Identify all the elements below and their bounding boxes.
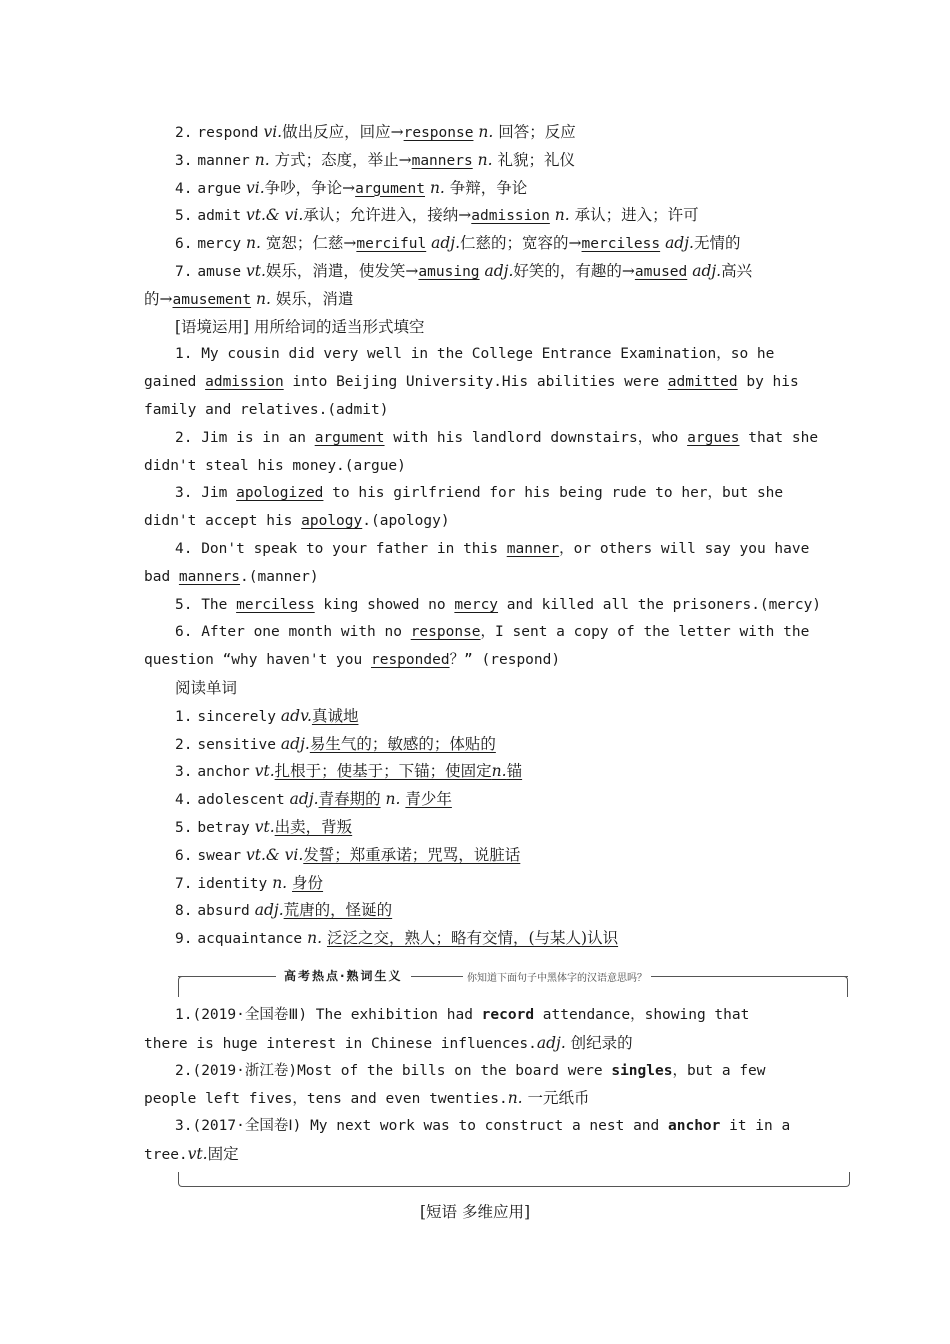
hot-topic-section	[144, 1002, 809, 1169]
exercise-line: gained admission into Beijing University.His abilities were admitted by his	[144, 374, 799, 391]
word-form-item: 6. mercy n. 宽恕；仁慈→merciful adj.仁慈的；宽容的→merciless adj.无情的	[175, 234, 741, 253]
reading-heading: 阅读单词	[175, 678, 238, 697]
exercise-line: 3. Jim apologized to his girlfriend for his being rude to her，but she	[175, 485, 784, 502]
exercise-line: 6. After one month with no response，I sent a copy of the letter with the	[175, 624, 810, 641]
banner-left-corner	[178, 976, 183, 997]
word-form-item: 4. argue vi.争吵，争论→argument n. 争辩，争论	[175, 178, 528, 197]
exercise-line: 5. The merciless king showed no mercy and killed all the prisoners.(mercy)	[175, 596, 822, 613]
hot-item-continued: there is huge interest in Chinese influences.adj. 创纪录的	[144, 1033, 633, 1052]
exercise-line: family and relatives.(admit)	[144, 401, 389, 418]
banner-right-corner	[843, 976, 848, 997]
word-form-item-continued: 的→amusement n. 娱乐，消遣	[144, 289, 354, 308]
exercise-line: bad manners.(manner)	[144, 568, 319, 585]
banner-subtitle: 你知道下面句子中黑体字的汉语意思吗？	[463, 969, 651, 984]
reading-item: 2. sensitive adj.易生气的；敏感的；体贴的	[175, 734, 496, 753]
exercise-line: question “why haven't you responded？” (respond)	[144, 652, 561, 669]
next-section-heading: [短语 多维应用]	[419, 1203, 531, 1221]
reading-item: 8. absurd adj.荒唐的，怪诞的	[175, 901, 393, 920]
exercise-line: 4. Don't speak to your father in this manner，or others will say you have	[175, 540, 810, 557]
banner-title: 高考热点·熟词生义	[276, 967, 411, 984]
word-form-item: 2. respond vi.做出反应，回应→response n. 回答；反应	[175, 123, 576, 141]
exercise-line: didn't steal his money.(argue)	[144, 457, 406, 474]
reading-item: 4. adolescent adj.青春期的 n. 青少年	[175, 790, 452, 809]
hot-topic-banner	[178, 962, 848, 1000]
hot-item: 1.(2019·全国卷Ⅲ) The exhibition had record attendance，showing that	[175, 1007, 750, 1023]
exercise-line: 2. Jim is in an argument with his landlord downstairs，who argues that she	[175, 429, 819, 446]
reading-item: 6. swear vt.& vi.发誓；郑重承诺；咒骂，说脏话	[175, 845, 521, 864]
reading-item: 3. anchor vt.扎根于；使基于；下锚；使固定n.锚	[175, 762, 523, 781]
reading-item: 9. acquaintance n. 泛泛之交，熟人；略有交情，(与某人)认识	[175, 929, 619, 948]
exercise-line: 1. My cousin did very well in the College Entrance Examination，so he	[175, 346, 775, 363]
word-form-item: 5. admit vt.& vi.承认；允许进入，接纳→admission n. 承认；进入；许可	[175, 206, 699, 225]
reading-item: 5. betray vt.出卖，背叛	[175, 817, 353, 836]
vocab-section	[144, 119, 822, 953]
word-form-item: 7. amuse vt.娱乐，消遣，使发笑→amusing adj.好笑的，有趣的→amused adj.高兴	[175, 261, 753, 280]
hot-item: 3.(2017·全国卷Ⅰ) My next work was to construct a nest and anchor it in a	[175, 1118, 791, 1135]
context-heading: [语境运用] 用所给词的适当形式填空	[175, 317, 425, 336]
hot-item-continued: people left fives，tens and even twenties.n. 一元纸币	[144, 1089, 590, 1108]
exercise-line: didn't accept his apology.(apology)	[144, 513, 450, 530]
word-form-item: 3. manner n. 方式；态度，举止→manners n. 礼貌；礼仪	[175, 150, 576, 169]
hot-item-continued: tree.vt.固定	[144, 1144, 239, 1163]
reading-item: 1. sincerely adv.真诚地	[175, 706, 359, 725]
hot-item: 2.(2019·浙江卷)Most of the bills on the board were singles，but a few	[175, 1062, 766, 1079]
section-bottom-rule	[178, 1172, 850, 1187]
reading-item: 7. identity n. 身份	[175, 873, 324, 892]
